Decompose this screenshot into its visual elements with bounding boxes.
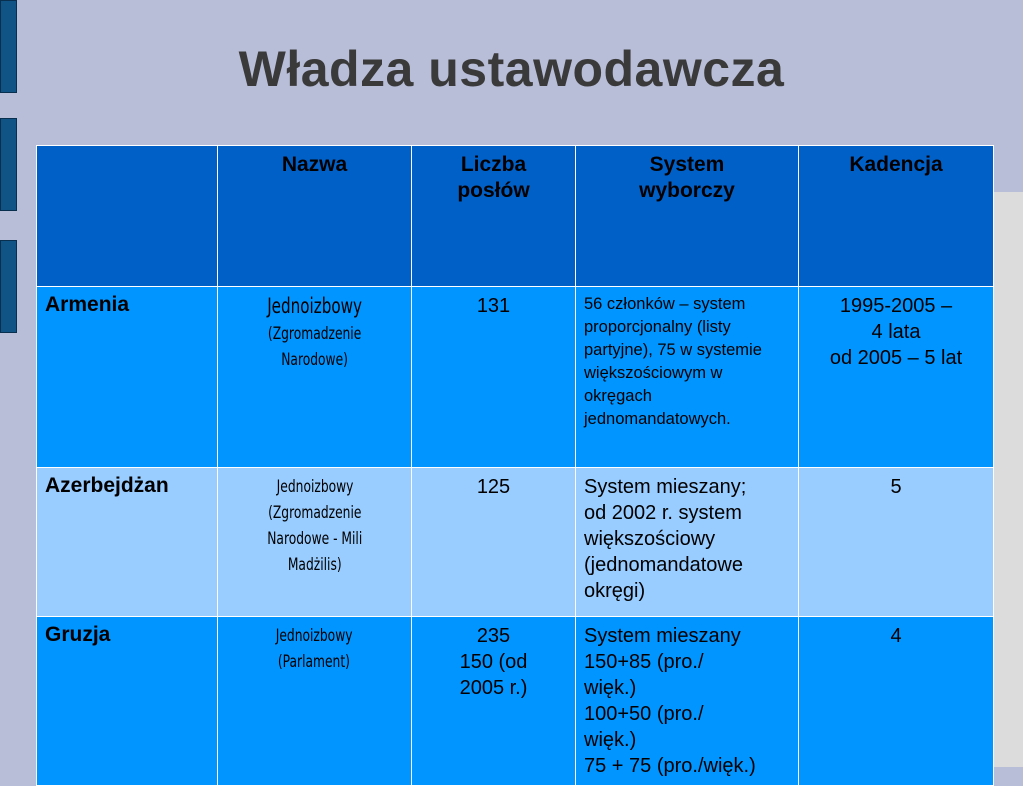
system-cell: 56 członków – system proporcjonalny (listy partyjne), 75 w systemie większościowym w okręgach jednomandatowych. xyxy=(576,287,799,468)
slide-tab-marker xyxy=(0,240,17,333)
term-cell: 1995-2005 – 4 lata od 2005 – 5 lat xyxy=(799,287,994,468)
parliament-table xyxy=(36,145,994,786)
name-line: Jednoizbowy xyxy=(267,294,362,318)
system-cell: System mieszany; od 2002 r. system większościowy (jednomandatowe okręgi) xyxy=(576,468,799,617)
table-header-row xyxy=(37,146,994,287)
name-cell xyxy=(218,617,412,786)
table-row xyxy=(37,617,994,786)
name-cell xyxy=(218,287,412,468)
name-detail: (Zgromadzenie Narodowe) xyxy=(267,324,362,370)
header-cell-members: Liczba posłów xyxy=(412,146,576,287)
header-cell-country xyxy=(37,146,218,287)
members-cell: 131 xyxy=(412,287,576,468)
slide-title: Władza ustawodawcza xyxy=(238,41,785,97)
name-line: Jednoizbowy xyxy=(276,626,353,646)
country-cell: Gruzja xyxy=(37,617,218,786)
header-cell-system: System wyborczy xyxy=(576,146,799,287)
background-strip xyxy=(993,192,1023,767)
slide-tab-marker xyxy=(0,118,17,211)
name-detail: (Zgromadzenie Narodowe - Mili Madżilis) xyxy=(266,503,362,575)
term-cell: 4 xyxy=(799,617,994,786)
term-cell: 5 xyxy=(799,468,994,617)
members-cell: 125 xyxy=(412,468,576,617)
name-detail: (Parlament) xyxy=(278,652,351,672)
name-cell xyxy=(218,468,412,617)
system-cell: System mieszany 150+85 (pro./ więk.) 100+50 (pro./ więk.) 75 + 75 (pro./więk.) xyxy=(576,617,799,786)
table-row xyxy=(37,287,994,468)
table-row xyxy=(37,468,994,617)
header-cell-term: Kadencja xyxy=(799,146,994,287)
name-line: Jednoizbowy xyxy=(276,477,353,497)
header-cell-name: Nazwa xyxy=(218,146,412,287)
country-cell: Armenia xyxy=(37,287,218,468)
members-cell: 235 150 (od 2005 r.) xyxy=(412,617,576,786)
country-cell: Azerbejdżan xyxy=(37,468,218,617)
